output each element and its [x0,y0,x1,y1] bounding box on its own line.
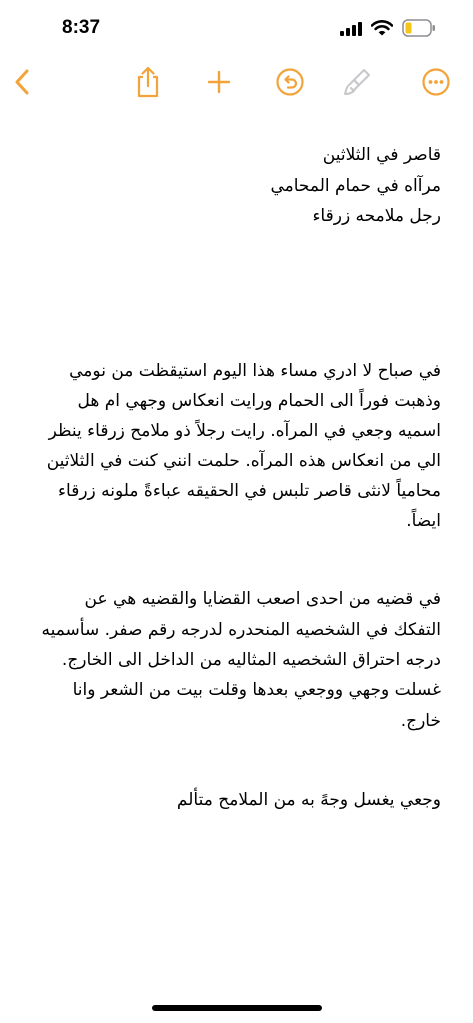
note-line: مرآاه في حمام المحامي [270,176,441,196]
undo-button[interactable] [270,62,310,102]
note-line: ايضاً. [406,511,441,531]
add-button[interactable] [199,62,239,102]
note-line: وذهبت فوراً الى الحمام ورايت انعكاس وجهي ام هل [77,391,441,411]
markup-brush-icon [342,67,372,97]
more-button[interactable] [416,62,456,102]
wifi-icon [371,20,393,36]
more-icon [421,67,451,97]
markup-button[interactable] [337,62,377,102]
note-line: الي من انعكاس هذه المرآه. حلمت انني كنت في الثلاثين [46,451,441,471]
status-time: 8:37 [62,17,101,38]
battery-low-icon [402,19,436,37]
note-toolbar [0,58,473,108]
note-line: اسميه وجعي في المرآه. رايت رجلاً ذو ملامح زرقاء ينظر [48,421,441,441]
share-icon [135,66,161,98]
note-line: التفكك في الشخصيه المنحدره لدرجه رقم صفر. سأسميه [41,620,441,640]
cellular-signal-icon [340,22,364,36]
note-line: في صباح لا ادري مساء هذا اليوم استيقظت من نومي [69,361,441,381]
share-button[interactable] [128,62,168,102]
note-line: رجل ملامحه زرقاء [312,206,441,226]
note-line: محامياً لانثى قاصر تلبس في الحقيقه عباءةً ملونه زرقاء [58,481,441,501]
note-line: غسلت وجهي ووجعي بعدها وقلت بيت من الشعر وانا [72,680,441,700]
undo-icon [275,67,305,97]
note-line: في قضيه من احدى اصعب القضايا والقضيه هي عن [84,589,441,609]
status-bar [0,0,473,58]
note-line: درجه احتراق الشخصيه المثاليه من الداخل الى الخارج. [61,650,441,670]
back-button[interactable] [2,62,42,102]
note-line: وجعي يغسل وجهً به من الملامح متألم [176,790,441,810]
note-text-area[interactable] [0,130,473,960]
back-chevron-icon [14,69,30,95]
add-icon [207,70,231,94]
note-line: خارج. [400,711,441,731]
home-indicator[interactable] [152,1005,322,1011]
note-line: قاصر في الثلاثين [322,145,441,165]
